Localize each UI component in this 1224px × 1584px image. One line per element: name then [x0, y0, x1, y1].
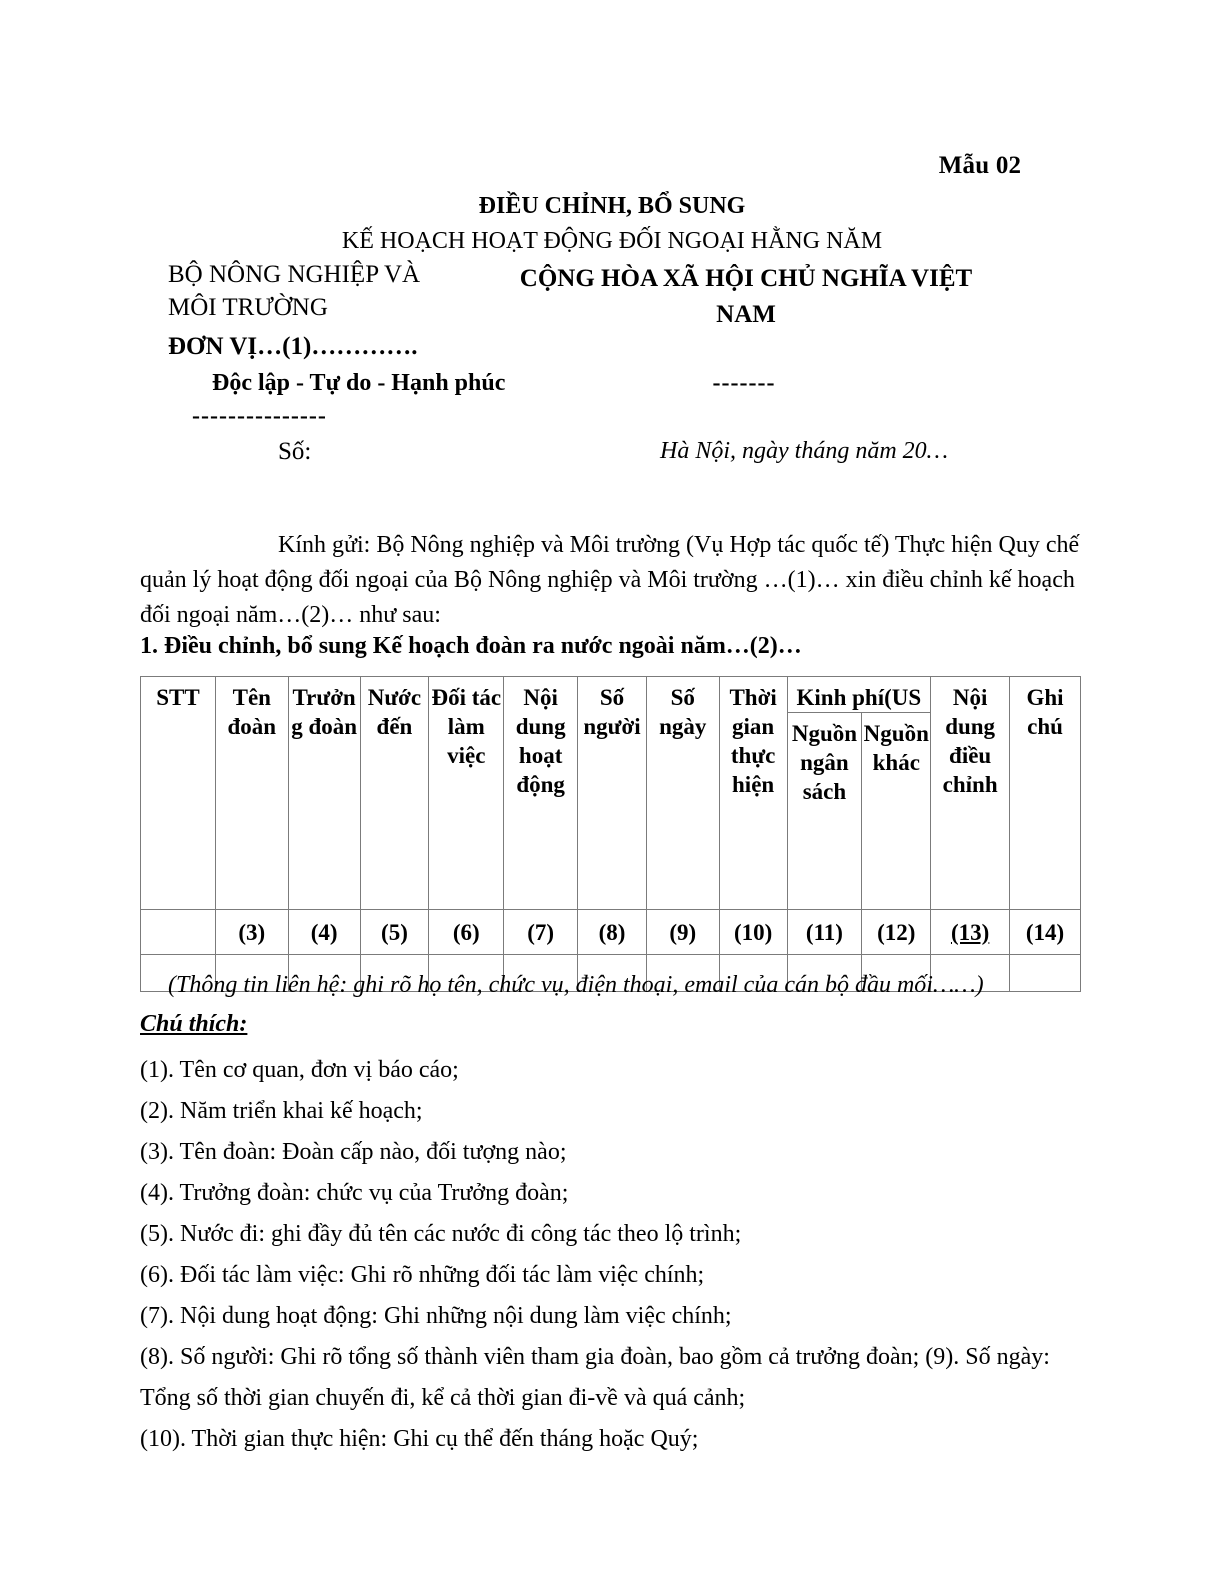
column-number-cell: (7)	[504, 910, 578, 955]
col-header-nuoc-den: Nước đến	[360, 677, 429, 910]
note-item: (10). Thời gian thực hiện: Ghi cụ thể đến tháng hoặc Quý;	[140, 1426, 699, 1452]
column-number-cell: (3)	[215, 910, 288, 955]
column-number-cell: (5)	[360, 910, 429, 955]
organization-line-2: MÔI TRƯỜNG	[168, 294, 328, 321]
notes-title: Chú thích:	[140, 1011, 248, 1037]
note-item: (3). Tên đoàn: Đoàn cấp nào, đối tượng nào;	[140, 1139, 567, 1165]
col-header-truong-doan: Trưởng đoàn	[288, 677, 360, 910]
table-header	[141, 677, 1081, 910]
col-header-doi-tac-lam-viec: Đối tác làm việc	[429, 677, 504, 910]
table-cell[interactable]	[1010, 955, 1081, 992]
col-header-nguon-ngan-sach: Nguồn ngân sách	[787, 713, 862, 910]
note-item: (1). Tên cơ quan, đơn vị báo cáo;	[140, 1057, 459, 1083]
col-header-so-ngay: Số ngày	[646, 677, 719, 910]
note-item: (2). Năm triển khai kế hoạch;	[140, 1098, 423, 1124]
document-subtitle: KẾ HOẠCH HOẠT ĐỘNG ĐỐI NGOẠI HẰNG NĂM	[341, 228, 883, 254]
note-item: (4). Trưởng đoàn: chức vụ của Trưởng đoàn;	[140, 1180, 569, 1206]
organization-line-1: BỘ NÔNG NGHIỆP VÀ	[168, 261, 421, 288]
col-header-ghi-chu: Ghi chú	[1010, 677, 1081, 910]
column-number-cell: (6)	[429, 910, 504, 955]
table-header-row	[141, 677, 1081, 713]
column-number-cell: (10)	[719, 910, 787, 955]
col-header-thoi-gian-thuc-hien: Thời gian thực hiện	[719, 677, 787, 910]
national-motto: Độc lập - Tự do - Hạnh phúc	[212, 370, 506, 396]
letterhead-divider-right: -------	[712, 370, 776, 396]
column-number-cell: (9)	[646, 910, 719, 955]
unit-line: ĐƠN VỊ…(1)………….	[168, 333, 418, 360]
note-item: (7). Nội dung hoạt động: Ghi những nội dung làm việc chính;	[140, 1303, 732, 1329]
recipient-paragraph: Kính gửi: Bộ Nông nghiệp và Môi trường (Vụ Hợp tác quốc tế) Thực hiện Quy chế quản lý hoạt động đối ngoại của Bộ Nông nghiệp và Môi trường …(1)… xin điều chỉnh kế hoạch đối ngoại năm…(2)… như sau:	[140, 532, 1080, 628]
column-number-cell: (12)	[862, 910, 931, 955]
letterhead-divider-left: ---------------	[192, 403, 327, 429]
column-number-cell: (11)	[787, 910, 862, 955]
note-item: (6). Đối tác làm việc: Ghi rõ những đối tác làm việc chính;	[140, 1262, 705, 1288]
col-header-noi-dung-hoat-dong: Nội dung hoạt động	[504, 677, 578, 910]
col-header-kinh-phi: Kinh phí(US	[787, 677, 931, 713]
document-title: ĐIỀU CHỈNH, BỔ SUNG	[478, 193, 746, 219]
note-item: (8). Số người: Ghi rõ tổng số thành viên tham gia đoàn, bao gồm cả trưởng đoàn; (9). Số ngày: Tổng số thời gian chuyến đi, kể cả thời gian đi-về và quá cảnh;	[140, 1344, 1050, 1411]
notes-list	[140, 1050, 1100, 1460]
form-code-label: Mẫu 02	[938, 152, 1022, 179]
country-name: CỘNG HÒA XÃ HỘI CHỦ NGHĨA VIỆT NAM	[519, 265, 973, 328]
note-item: (5). Nước đi: ghi đầy đủ tên các nước đi công tác theo lộ trình;	[140, 1221, 742, 1247]
col-header-stt: STT	[141, 677, 216, 910]
col-header-so-nguoi: Số người	[578, 677, 647, 910]
column-number-cell: (8)	[578, 910, 647, 955]
column-number-cell: (14)	[1010, 910, 1081, 955]
contact-information-note: (Thông tin liên hệ: ghi rõ họ tên, chức vụ, điện thoại, email của cán bộ đầu mối……)	[168, 972, 984, 998]
place-and-date: Hà Nội, ngày tháng năm 20…	[660, 438, 948, 464]
col-header-noi-dung-dieu-chinh: Nội dung điều chỉnh	[931, 677, 1010, 910]
column-number-row	[141, 910, 1081, 955]
column-number-cell: (4)	[288, 910, 360, 955]
delegation-plan-table	[140, 676, 1081, 992]
section-heading-1: 1. Điều chỉnh, bổ sung Kế hoạch đoàn ra nước ngoài năm…(2)…	[140, 633, 802, 659]
document-number-label: Số:	[278, 438, 312, 465]
col-header-ten-doan: Tên đoàn	[215, 677, 288, 910]
col-header-nguon-khac: Nguồn khác	[862, 713, 931, 910]
column-number-cell: (13)	[931, 910, 1010, 955]
column-number-cell	[141, 910, 216, 955]
